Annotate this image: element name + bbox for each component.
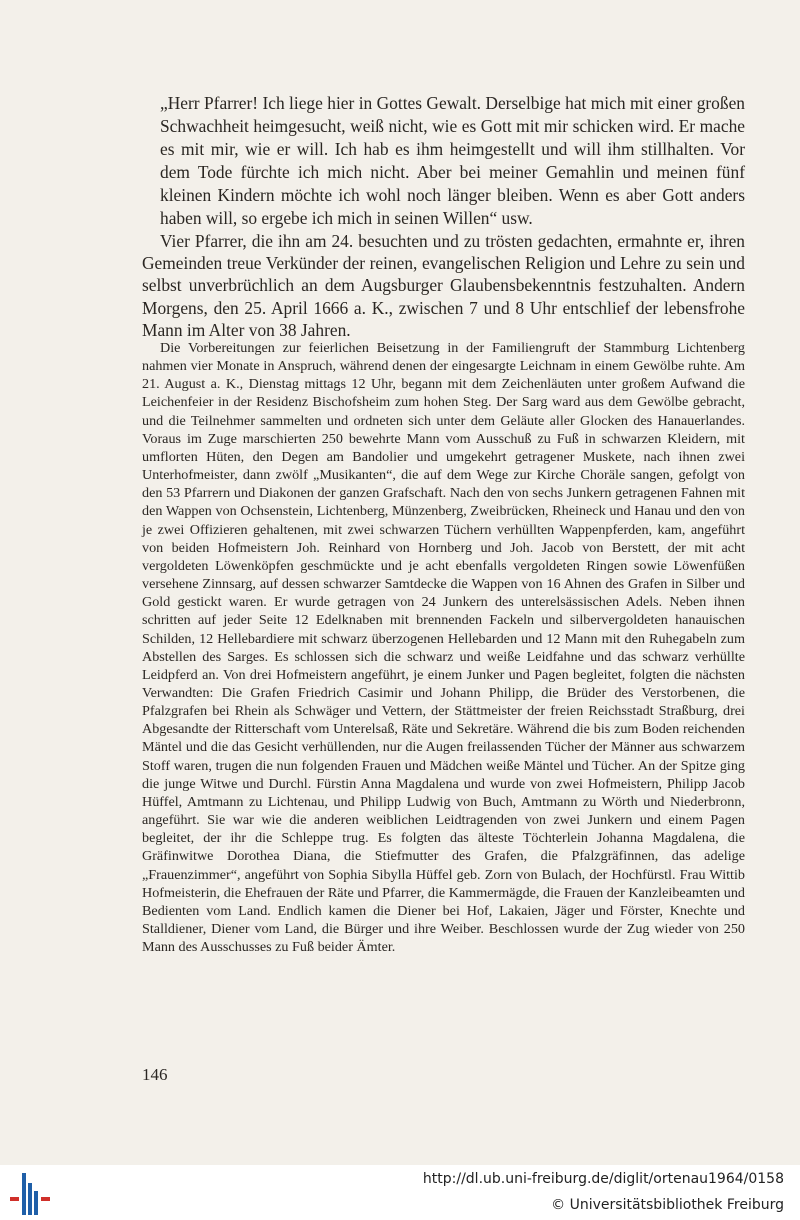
copyright-text: © Universitätsbibliothek Freiburg [551,1197,784,1213]
quote-paragraph: „Herr Pfarrer! Ich liege hier in Gottes Gewalt. Derselbige hat mich mit einer großen Schwachheit heimgesucht, weiß nicht, wie es Gott mit mir schicken wird. Er mache es mit mir, wie er will. Ich hab es ihm heimgestellt und will ihm stillhalten. Vor dem Tode fürchte ich mich nicht. Aber bei meiner Gemahlin und meinen fünf kleinen Kindern möchte ich wohl noch länger bleiben. Wenn es aber Gott anders haben will, so ergebe ich mich in seinen Willen“ usw. [160,93,745,228]
ub-freiburg-logo-icon [10,1173,50,1215]
body-paragraph-1: Vier Pfarrer, die ihn am 24. besuchten und zu trösten gedachten, ermahnte er, ihren Gemeinden treue Verkünder der reinen, evangelischen Religion und Lehre zu sein und selbst unverbrüchlich an dem Augsburger Glaubensbekenntnis festzuhalten. Andern Morgens, den 25. April 1666 a. K., zwischen 7 und 8 Uhr entschlief der lebensfrohe Mann im Alter von 38 Jahren. [142,231,745,340]
body-paragraph-small: Die Vorbereitungen zur feierlichen Beisetzung in der Familiengruft der Stammburg Lichtenberg nahmen vier Monate in Anspruch, während denen der eingesargte Leichnam in einem Gewölbe ruhte. Am 21. August a. K., Dienstag mittags 12 Uhr, begann mit dem Zeichenläuten unter großem Aufwand die Leichenfeier in der Residenz Bischofsheim zum hohen Steg. Der Sarg ward aus dem Gewölbe gebracht, und die Teilnehmer sammelten und ordneten sich unter dem Geläute aller Glocken des Hanauerlandes. Voraus im Zuge marschierten 250 bewehrte Mann vom Ausschuß zu Fuß in schwarzen Kleidern, mit umflorten Hüten, den Degen am Bandolier und umgekehrt getragener Muskete, nach ihnen zwei Unterhofmeister, dann zwölf „Musikanten“, die auf dem Wege zur Kirche Choräle sangen, gefolgt von den 53 Pfarrern und Diakonen der ganzen Grafschaft. Nach den von sechs Junkern getragenen Fahnen mit den Wappen von Ochsenstein, Lichtenberg, Münzenberg, Zweibrücken, Rheineck und Hanau und den von je zwei Offizieren gehaltenen, mit zwei schwarzen Tüchern verhüllten Wappenpferden, kam, angeführt von beiden Hofmeistern Joh. Reinhard von Hornberg und Joh. Jacob von Berstett, der mit acht vergoldeten Löwenköpfen geschmückte und je acht ebenfalls vergoldeten Ringen sowie Löwenfüßen versehene Zinnsarg, auf dessen schwarzer Samtdecke die Wappen von 16 Ahnen des Grafen in Silber und Gold gestickt waren. Er wurde getragen von 24 Junkern des unterelsässischen Adels. Neben ihnen schritten auf jeder Seite 12 Edelknaben mit brennenden Fackeln und silbervergoldeten hanauischen Schilden, 12 Hellebardiere mit schwarz überzogenen Hellebarden und 12 Mann mit den Ruhegabeln zum Abstellen des Sarges. Es schlossen sich die schwarz und weiße Leidfahne und das schwarz verhüllte Leidpferd an. Von drei Hofmeistern angeführt, je einem Junker und Pagen begleitet, folgten die nächsten Verwandten: Die Grafen Friedrich Casimir und Johann Philipp, die Brüder des Verstorbenen, die Pfalzgrafen bei Rhein als Schwäger und Vettern, der Stättmeister der freien Reichsstadt Straßburg, drei Abgesandte der Ritterschaft vom Unterelsaß, Räte und Sekretäre. Während die bis zum Boden reichenden Mäntel und die das Gesicht verhüllenden, nur die Augen freilassenden Tücher der Männer aus schwarzem Stoff waren, trugen die nun folgenden Frauen und Mädchen weiße Mäntel und Tücher. An der Spitze ging die junge Witwe und Durchl. Fürstin Anna Magdalena und wurde von zwei Hofmeistern, Philipp Jacob Hüffel, Amtmann zu Lichtenau, und Philipp Ludwig von Buch, Amtmann zu Wörth und Niederbronn, angeführt. Sie war wie die anderen weiblichen Leidtragenden von zwei Junkern und einem Pagen begleitet, der ihr die Schleppe trug. Es folgten das älteste Töchterlein Johanna Magdalena, die Gräfinwitwe Dorothea Diana, die Stiefmutter des Grafen, die Pfalzgräfinnen, das adelige „Frauenzimmer“, angeführt von Sophia Sibylla Hüffel geb. Zorn von Bulach, der Hochfürstl. Frau Wittib Hofmeisterin, die Ehefrauen der Räte und Pfarrer, die Kammermägde, die Frauen der Kanzleibeamten und Bedienten vom Land. Endlich kamen die Diener bei Hof, Lakaien, Jäger und Förster, Knechte und Stalldiener, Diener vom Land, die Bürger und ihre Weiber. Beschlossen wurde der Zug wieder von 250 Mann des Ausschusses zu Fuß beider Ämter. [142,340,745,956]
document-url-link[interactable]: http://dl.ub.uni-freiburg.de/diglit/ortenau1964/0158 [422,1171,784,1187]
page-number: 146 [142,1065,168,1084]
viewer-footer [0,1165,800,1220]
